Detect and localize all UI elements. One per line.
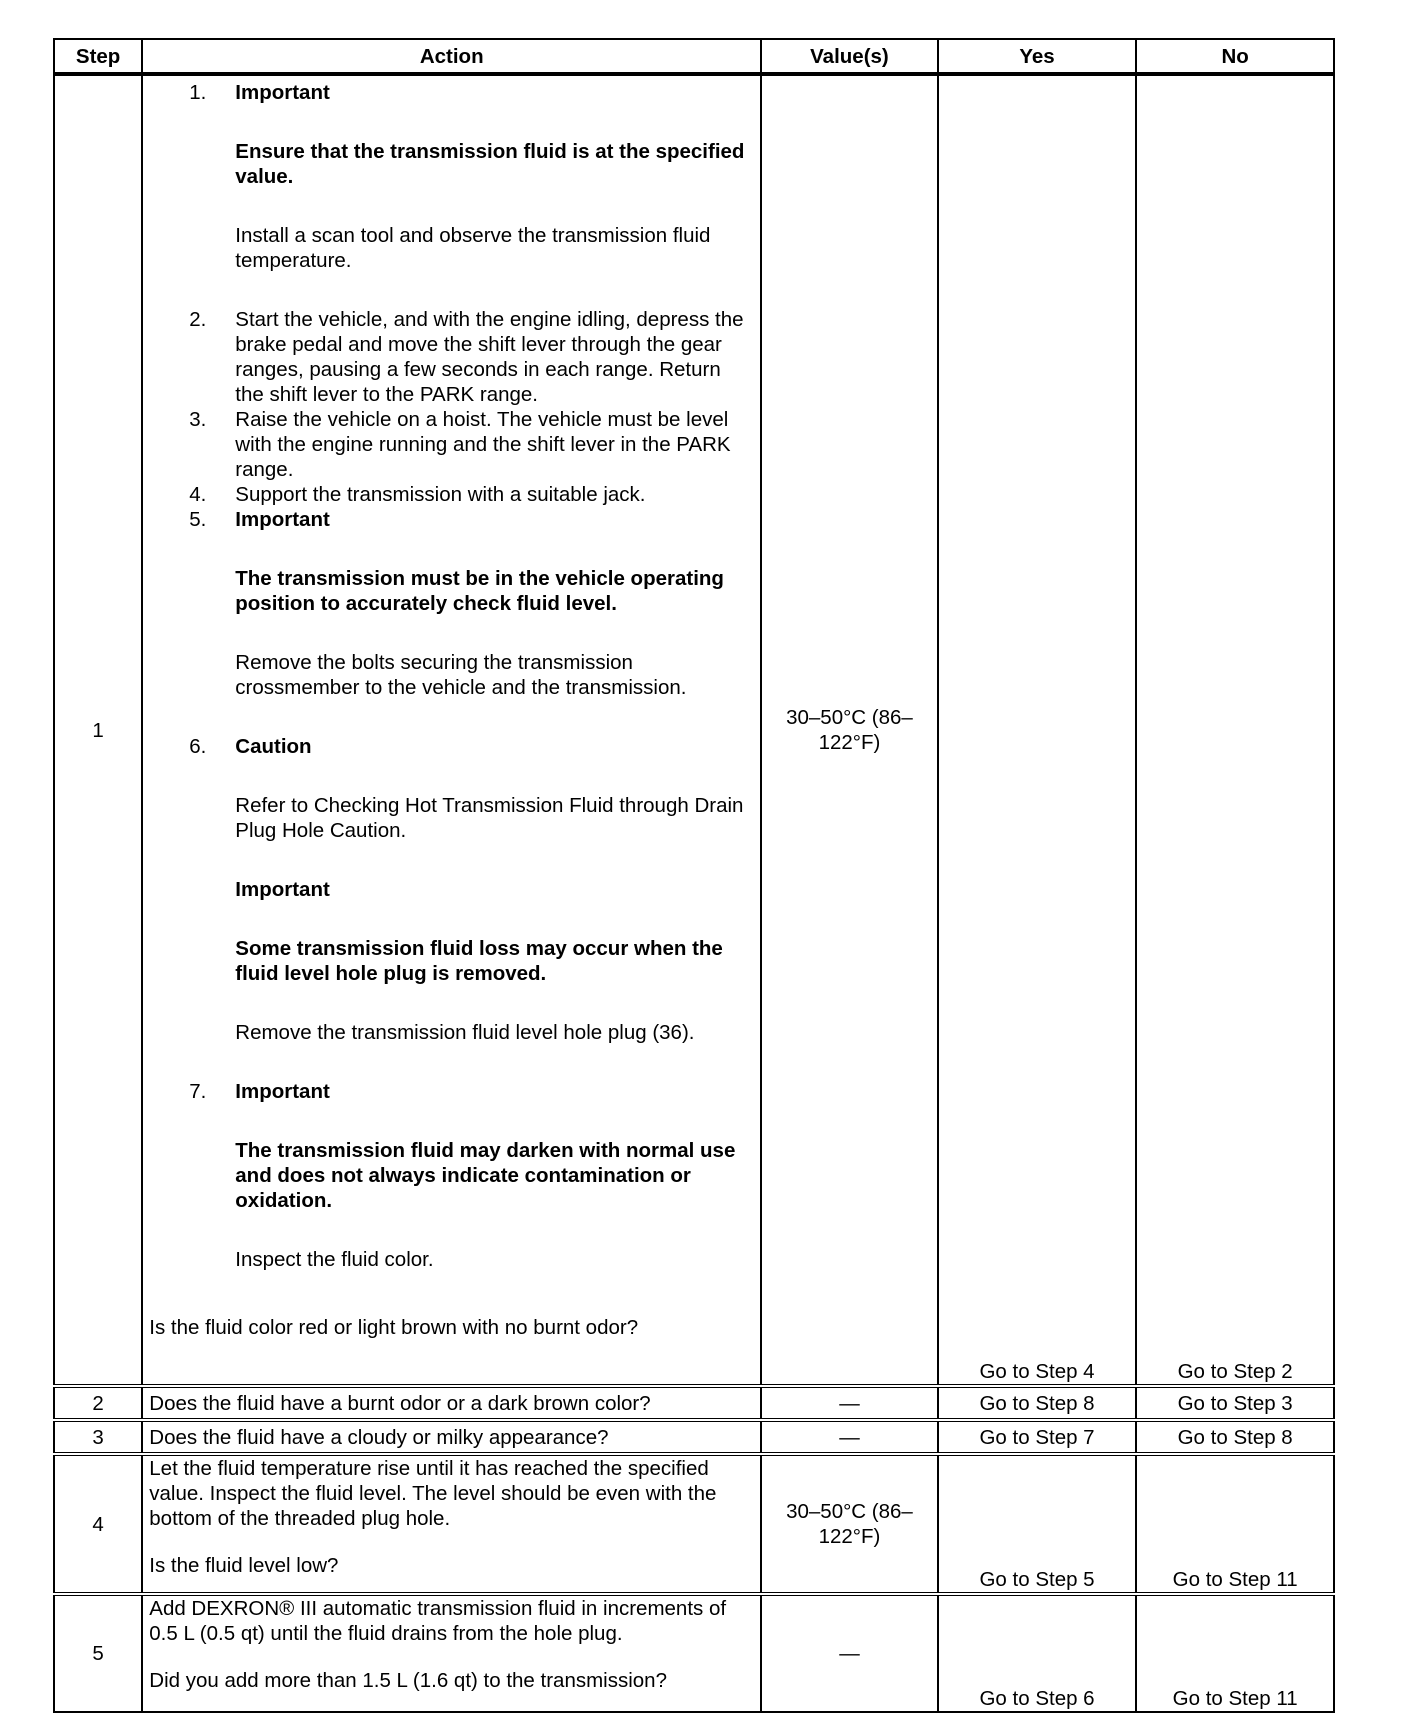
step-question: Is the fluid level low? [149,1554,339,1577]
step-5-action [142,1594,761,1712]
value-cell: — [761,1420,938,1454]
yes-link[interactable]: Go to Step 5 [938,1454,1137,1594]
list-item [149,734,754,1079]
table-row-step-4 [54,1454,1334,1594]
item-number: 5. [189,508,207,531]
header-row [54,39,1334,74]
item-number: 6. [189,735,207,758]
step-question: Is the fluid color red or light brown with no burnt odor? [149,1315,639,1339]
item-number: 3. [189,408,207,431]
important-heading: Important [235,508,330,531]
list-item [149,407,754,482]
list-item [149,307,754,407]
instruction-text: Start the vehicle, and with the engine idling, depress the brake pedal and move the shift lever through the gear ranges, pausing a few seconds in each range. Return the shift lever to the PARK range. [235,308,744,406]
important-heading: Important [235,878,330,901]
list-item [149,80,754,307]
instruction-text: Add DEXRON® III automatic transmission fluid in increments of 0.5 L (0.5 qt) until the fluid drains from the hole plug. [149,1597,727,1645]
instruction-text: Inspect the fluid color. [235,1248,434,1271]
no-link[interactable]: Go to Step 11 [1136,1454,1334,1594]
item-number: 7. [189,1080,207,1103]
list-item [149,507,754,734]
item-number: 2. [189,308,207,331]
header-step: Step [54,39,142,74]
step-number: 1 [54,74,142,1386]
value-cell: — [761,1594,938,1712]
table-row-step-1 [54,74,1334,1386]
instruction-text: Remove the transmission fluid level hole plug (36). [235,1021,695,1044]
step-question: Does the fluid have a cloudy or milky appearance? [142,1420,761,1454]
table-row-step-5 [54,1594,1334,1712]
instruction-text: Raise the vehicle on a hoist. The vehicle must be level with the engine running and the shift lever in the PARK range. [235,408,731,481]
instruction-text: Install a scan tool and observe the transmission fluid temperature. [235,224,711,272]
value-cell: — [761,1386,938,1420]
step-number: 3 [54,1420,142,1454]
step-number: 5 [54,1594,142,1712]
no-link[interactable]: Go to Step 3 [1136,1386,1334,1420]
step-1-action [142,74,761,1386]
important-heading: Important [235,1080,330,1103]
step-number: 2 [54,1386,142,1420]
value-cell: 30–50°C (86–122°F) [761,74,938,1386]
table-row-step-2 [54,1386,1334,1420]
header-action: Action [142,39,761,74]
important-note: The transmission fluid may darken with normal use and does not always indicate contamination or oxidation. [235,1139,736,1212]
header-no: No [1136,39,1334,74]
no-link[interactable]: Go to Step 2 [1136,74,1334,1386]
header-yes: Yes [938,39,1137,74]
item-number: 1. [189,81,207,104]
important-note: Ensure that the transmission fluid is at the specified value. [235,140,745,188]
step-question: Does the fluid have a burnt odor or a dark brown color? [142,1386,761,1420]
instruction-text: Remove the bolts securing the transmission crossmember to the vehicle and the transmission. [235,651,687,699]
step-question: Did you add more than 1.5 L (1.6 qt) to the transmission? [149,1669,667,1692]
no-link[interactable]: Go to Step 8 [1136,1420,1334,1454]
instruction-text: Let the fluid temperature rise until it has reached the specified value. Inspect the fluid level. The level should be even with the bottom of the threaded plug hole. [149,1457,717,1530]
step-number: 4 [54,1454,142,1594]
step-4-action [142,1454,761,1594]
header-values: Value(s) [761,39,938,74]
important-note: Some transmission fluid loss may occur when the fluid level hole plug is removed. [235,937,723,985]
no-link[interactable]: Go to Step 11 [1136,1594,1334,1712]
yes-link[interactable]: Go to Step 8 [938,1386,1137,1420]
list-item [149,482,754,507]
yes-link[interactable]: Go to Step 4 [938,74,1137,1386]
diagnostic-table [53,38,1335,1713]
value-cell: 30–50°C (86–122°F) [761,1454,938,1594]
table-row-step-3 [54,1420,1334,1454]
important-note: The transmission must be in the vehicle operating position to accurately check fluid level. [235,567,724,615]
caution-text: Refer to Checking Hot Transmission Fluid through Drain Plug Hole Caution. [235,794,744,842]
instruction-text: Support the transmission with a suitable jack. [235,483,646,506]
yes-link[interactable]: Go to Step 6 [938,1594,1137,1712]
important-heading: Important [235,81,330,104]
caution-heading: Caution [235,735,312,758]
list-item [149,1079,754,1272]
yes-link[interactable]: Go to Step 7 [938,1420,1137,1454]
item-number: 4. [189,483,207,506]
